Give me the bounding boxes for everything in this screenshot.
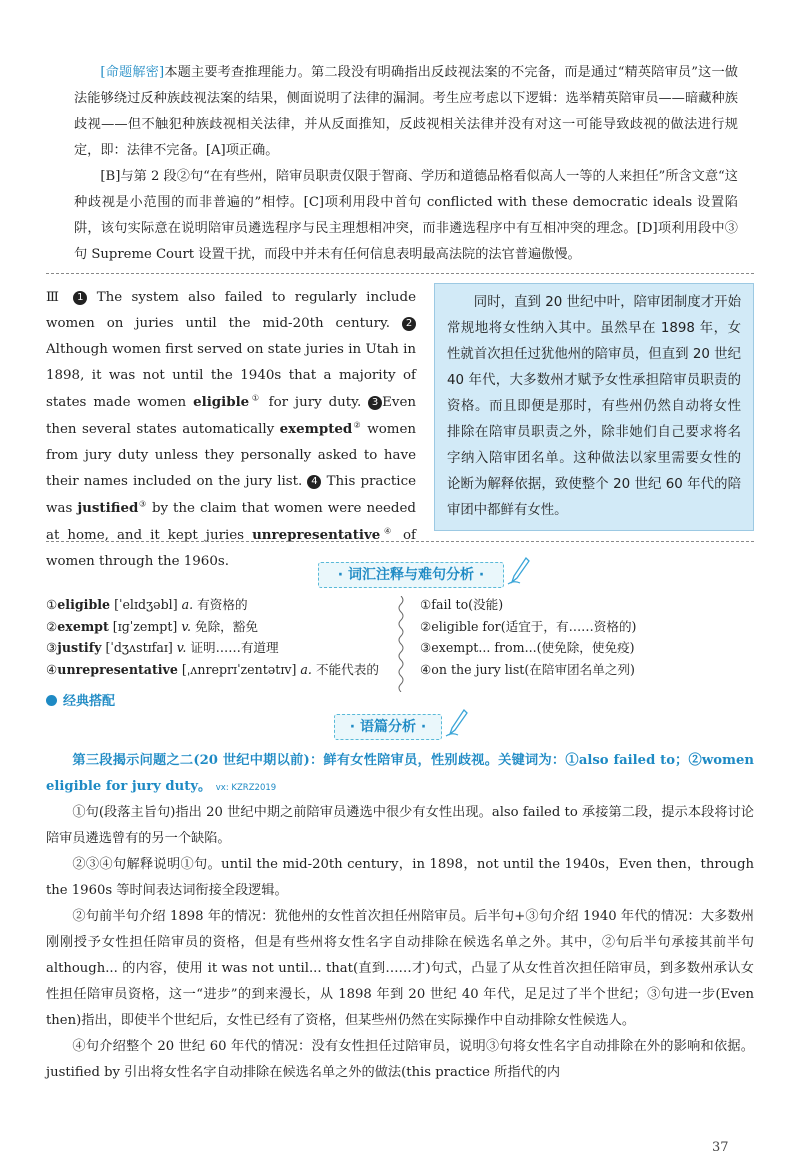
vocab-word: justified bbox=[77, 500, 139, 516]
page-number: 37 bbox=[712, 1140, 729, 1155]
chinese-translation: 同时，直到 20 世纪中叶，陪审团制度才开始常规地将女性纳入其中。虽然早在 1898 年，女性就首次担任过犹他州的陪审员，但直到 20 世纪 40 年代，大多数州才赋予女性承担陪审员职责的资格。而且即便是那时，有些州仍然自动将女性排除在陪审员职责之外，除非她们自己要求将名字纳入陪审团名单。这种做法以家里需要女性的论断为解释依据，致使整个 20 世纪 60 年代的陪审团中都鲜有女性。 bbox=[447, 295, 741, 518]
vocab-word: exempted bbox=[279, 421, 353, 437]
analysis-banner: · 语篇分析 · bbox=[334, 714, 442, 740]
vocab-pos: a. bbox=[300, 661, 312, 677]
sentence-2a: Although women first served on state juries in Utah in 1898, it was not until the 1940s that a majority of states made women bbox=[46, 342, 416, 410]
english-passage bbox=[46, 285, 416, 575]
section-tag: [命题解密] bbox=[100, 65, 165, 80]
classic-label-text: 经典搭配 bbox=[63, 694, 116, 709]
vocab-marker: ② bbox=[352, 420, 362, 430]
section-roman: Ⅲ bbox=[46, 290, 64, 305]
vocab-meaning: 有资格的 bbox=[197, 597, 248, 612]
vocab-ipa: [ˈelɪdʒəbl] bbox=[114, 597, 178, 612]
vocab-banner: · 词汇注释与难句分析 · bbox=[318, 562, 504, 588]
vocab-word: exempt bbox=[57, 618, 109, 634]
divider bbox=[46, 541, 754, 542]
sentence-4a: This practice was bbox=[46, 474, 416, 516]
sentence-number: 1 bbox=[73, 291, 87, 305]
vocab-item bbox=[46, 616, 386, 638]
vocab-word: unrepresentative bbox=[252, 527, 381, 543]
vocab-pos: a. bbox=[181, 597, 194, 612]
vocab-meaning: 不能代表的 bbox=[315, 661, 379, 677]
phrase-item: ①fail to(没能) bbox=[420, 597, 504, 612]
vocab-num: ② bbox=[46, 618, 58, 634]
vocab-ipa: [ˌʌnreprɪˈzentətɪv] bbox=[181, 661, 297, 677]
phrase-list bbox=[420, 594, 750, 680]
vocab-list bbox=[46, 594, 386, 680]
divider bbox=[46, 273, 754, 274]
vocab-ipa: [ɪɡˈzempt] bbox=[112, 618, 178, 634]
sentence-number: 3 bbox=[368, 396, 382, 410]
pen-icon bbox=[444, 708, 468, 738]
vocab-word: unrepresentative bbox=[57, 661, 178, 677]
sentence-3b: women from jury duty unless they personally asked to have their names included on the jury list. bbox=[46, 422, 417, 489]
vocab-num: ④ bbox=[46, 661, 58, 677]
chinese-translation-box bbox=[434, 283, 754, 531]
sentence-number: 2 bbox=[402, 317, 416, 331]
watermark-text: vx: KZRZ2019 bbox=[215, 783, 277, 793]
pen-icon bbox=[506, 556, 530, 586]
explanation-text-1: 本题主要考查推理能力。第二段没有明确指出反歧视法案的不完备，而是通过“精英陪审员”这一做法能够绕过反种族歧视法案的结果，侧面说明了法律的漏洞。考生应考虑以下逻辑：选举精英陪审员——暗藏种族歧视——但不触犯种族歧视相关法律，并从反面推知，反歧视相关法律并没有对这一可能导致歧视的做法进行规定，即：法律不完备。[A]项正确。 bbox=[74, 65, 738, 158]
vocab-num: ③ bbox=[46, 640, 58, 655]
analysis-paragraph-4: ④句介绍整个 20 世纪 60 年代的情况：没有女性担任过陪审员，说明③句将女性名字自动排除在外的影响和依据。justified by 引出将女性名字自动排除在候选名单之外的做法(this practice 所指代的内 bbox=[46, 1039, 754, 1080]
bullet-dot-icon bbox=[46, 695, 57, 706]
phrase-item: ③exempt... from...(使免除，使免疫) bbox=[420, 640, 635, 655]
vocab-word: justify bbox=[57, 640, 102, 655]
explanation-paragraph-2 bbox=[74, 164, 738, 268]
vocab-meaning: 证明……有道理 bbox=[190, 640, 279, 655]
vocab-marker: ③ bbox=[138, 499, 147, 509]
vocab-marker: ④ bbox=[380, 526, 395, 536]
analysis-paragraph-3: ②句前半句介绍 1898 年的情况：犹他州的女性首次担任州陪审员。后半句+③句介绍 1940 年代的情况：大多数州刚刚授予女性担任陪审员的资格，但是有些州将女性名字自动排除在候选名单之外。其中，②句后半句承接其前半句 although... 的内容，使用 it was not until... that(直到……才)句式，凸显了从女性首次担任陪审员，到多数州承认女性担任陪审员资格，这一“进步”的到来漫长，从 1898 年到 20 世纪 40 年代，足足过了半个世纪；③句进一步(Even then)指出，即使半个世纪后，女性已经有了资格，但某些州仍然在实际操作中自动排除女性候选人。 bbox=[46, 909, 754, 1028]
vocab-meaning: 免除，豁免 bbox=[194, 618, 258, 634]
analysis-paragraph-1: ①句(段落主旨句)指出 20 世纪中期之前陪审员遴选中很少有女性出现。also failed to 承接第二段，提示本段将讨论陪审员遴选曾有的另一个缺陷。 bbox=[46, 805, 754, 846]
analysis-paragraph-2: ②③④句解释说明①句。until the mid-20th century，in 1898，not until the 1940s，Even then，through the 1960s 等时间表达词衔接全段逻辑。 bbox=[46, 857, 754, 898]
sentence-3a: Even then several states automatically bbox=[46, 395, 416, 437]
explanation-paragraph-1 bbox=[74, 60, 738, 164]
vocab-word: eligible bbox=[193, 394, 250, 410]
sentence-2b: for jury duty. bbox=[268, 395, 362, 410]
vocab-marker: ① bbox=[249, 393, 262, 403]
classic-collocation-label bbox=[46, 691, 115, 713]
phrase-item: ②eligible for(适宜于，有……资格的) bbox=[420, 618, 637, 634]
vocab-item bbox=[46, 659, 386, 681]
sentence-1: The system also failed to regularly include women on juries until the mid-20th century. bbox=[46, 290, 416, 331]
vocab-item bbox=[46, 637, 386, 659]
explanation-text-2: [B]与第 2 段②句“在有些州，陪审员职责仅限于智商、学历和道德品格看似高人一等的人来担任”所含文意“这种歧视是小范围的而非普遍的”相悖。[C]项利用段中首句 conflicted with these democratic ideals 设置陷阱，该句实际意在说明陪审员遴选程序与民主理想相冲突，而非遴选程序中有互相冲突的理念。[D]项利用段中③句 Supreme Court 设置干扰，而段中并未有任何信息表明最高法院的法官普遍傲慢。 bbox=[74, 169, 738, 262]
vocab-pos: v. bbox=[176, 640, 187, 655]
sentence-4b: by the claim that women were needed at home, and it kept juries bbox=[46, 501, 417, 543]
vocab-pos: v. bbox=[181, 618, 191, 634]
analysis-summary-text: 第三段揭示问题之二(20 世纪中期以前)：鲜有女性陪审员，性别歧视。关键词为：①also failed to；②women eligible for jury duty。 bbox=[46, 753, 754, 794]
vocab-ipa: [ˈdʒʌstɪfaɪ] bbox=[105, 640, 173, 655]
vocab-item bbox=[46, 594, 386, 616]
phrase-item: ④on the jury list(在陪审团名单之列) bbox=[420, 661, 635, 677]
vocab-num: ① bbox=[46, 597, 58, 612]
sentence-4c: of women through the 1960s. bbox=[46, 528, 416, 569]
analysis-summary bbox=[46, 748, 754, 801]
vocab-word: eligible bbox=[57, 597, 111, 612]
sentence-number: 4 bbox=[307, 475, 321, 489]
wave-divider-icon bbox=[396, 596, 406, 692]
